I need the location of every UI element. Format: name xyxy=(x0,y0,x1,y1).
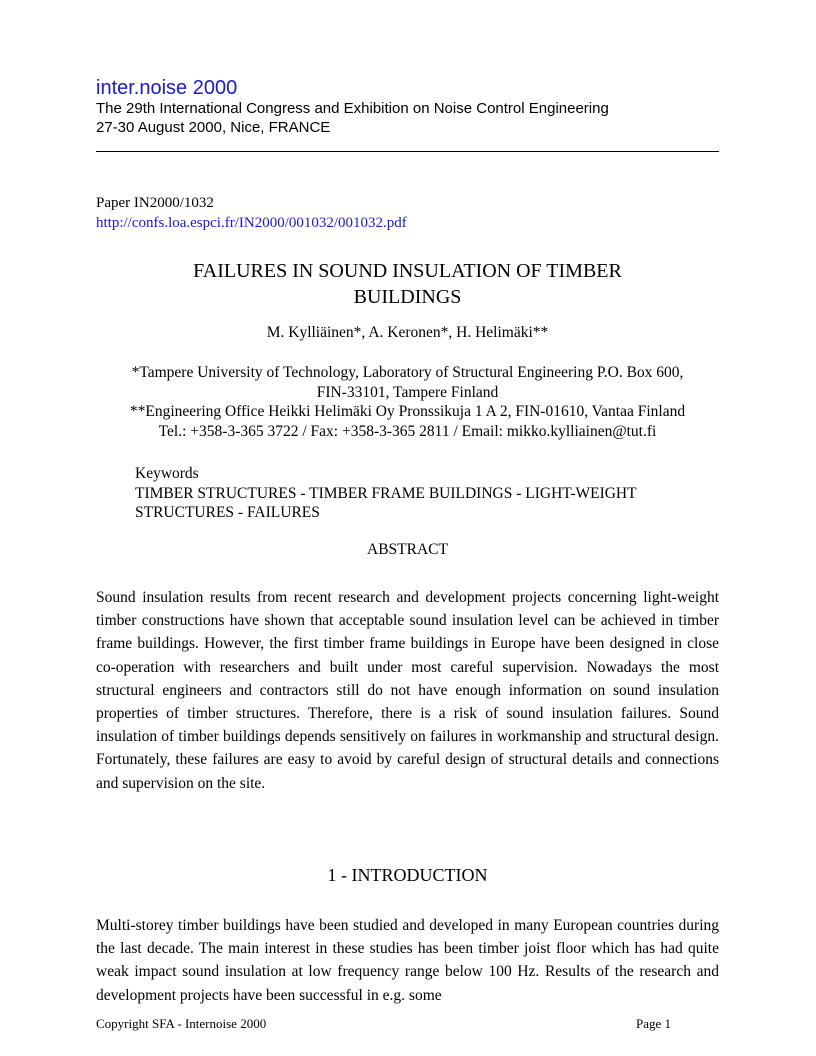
introduction-text: Multi-storey timber buildings have been studied and developed in many European countries during the last decade. The main interest in these studies has been timber joist floor which has had quite weak impact sound insulation at low frequency range below 100 Hz. Results of the research and development projects have been successful in e.g. some xyxy=(96,917,719,1004)
keywords-label: Keywords xyxy=(135,465,199,482)
affiliation-line-2: FIN-33101, Tampere Finland xyxy=(316,383,499,401)
contact-line: Tel.: +358-3-365 3722 / Fax: +358-3-365 2811 / Email: mikko.kylliainen@tut.fi xyxy=(158,422,657,440)
header-divider xyxy=(96,151,719,152)
affiliation-line-3: **Engineering Office Heikki Helimäki Oy Pronssikuja 1 A 2, FIN-01610, Vantaa Finland xyxy=(129,403,686,420)
abstract-heading: ABSTRACT xyxy=(367,541,448,558)
authors: M. Kylliäinen*, A. Keronen*, H. Helimäki** xyxy=(266,324,549,341)
conference-title: inter.noise 2000 xyxy=(96,77,238,99)
keywords-block xyxy=(135,464,715,523)
affiliation-line-1: *Tampere University of Technology, Laboratory of Structural Engineering P.O. Box 600, xyxy=(131,364,684,381)
page-number: Page 1 xyxy=(635,1016,671,1031)
introduction-heading: 1 - INTRODUCTION xyxy=(327,865,488,885)
paper-url-link[interactable]: http://confs.loa.espci.fr/IN2000/001032/001032.pdf xyxy=(96,215,407,231)
congress-name: The 29th International Congress and Exhibition on Noise Control Engineering xyxy=(96,100,609,117)
paper-title-line-2: BUILDINGS xyxy=(353,286,462,308)
conference-header xyxy=(96,77,719,137)
paper-id: Paper IN2000/1032 xyxy=(96,195,214,211)
copyright-notice: Copyright SFA - Internoise 2000 xyxy=(96,1016,267,1031)
abstract-text: Sound insulation results from recent research and development projects concerning light-weight timber constructions have shown that acceptable sound insulation level can be achieved in timber frame buildings. However, the first timber frame buildings in Europe have been designed in close co-operation with researchers and built under most careful supervision. Nowadays the most structural engineers and contractors still do not have enough information on sound insulation properties of timber structures. Therefore, there is a risk of sound insulation failures. Sound insulation of timber buildings depends sensitively on failures in workmanship and structural design. Fortunately, these failures are easy to avoid by careful design of structural details and connections and supervision on the site. xyxy=(96,589,719,792)
conference-dates: 27-30 August 2000, Nice, FRANCE xyxy=(96,119,331,136)
paper-title-line-1: FAILURES IN SOUND INSULATION OF TIMBER xyxy=(193,260,622,282)
affiliations xyxy=(96,363,719,441)
keywords-text: TIMBER STRUCTURES - TIMBER FRAME BUILDINGS - LIGHT-WEIGHT STRUCTURES - FAILURES xyxy=(135,484,637,521)
paper-identifier-block xyxy=(96,193,407,233)
paper-title xyxy=(96,258,719,310)
